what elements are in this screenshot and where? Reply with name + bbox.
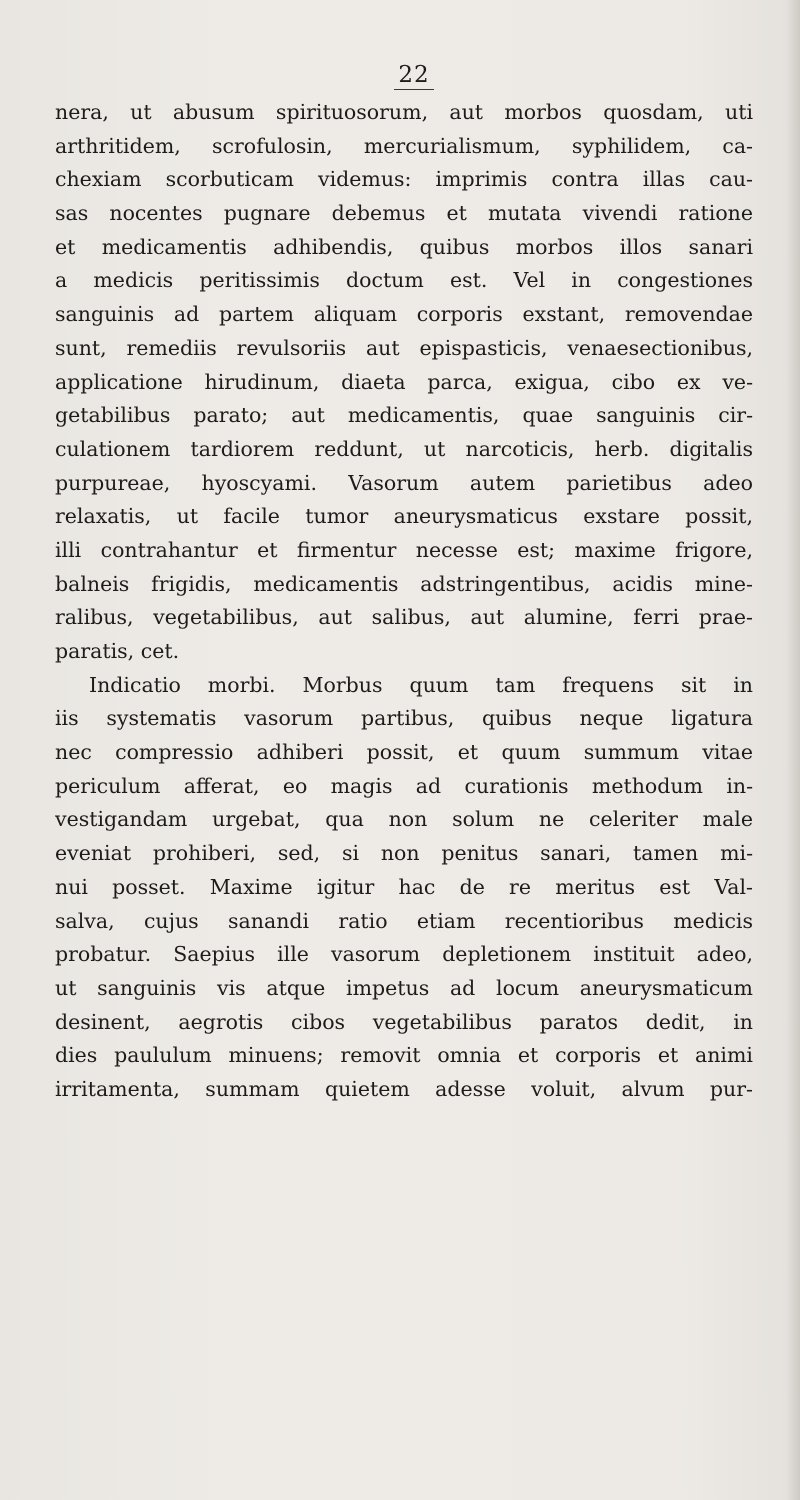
text-line: paratis, cet. bbox=[55, 639, 180, 663]
text-line: applicatione hirudinum, diaeta parca, exigua, cibo ex ve- bbox=[55, 369, 753, 394]
text-line: balneis frigidis, medicamentis adstringentibus, acidis mine- bbox=[55, 571, 753, 596]
text-line: vestigandam urgebat, qua non solum ne celeriter male bbox=[55, 807, 753, 832]
text-line: arthritidem, scrofulosin, mercurialismum, syphilidem, ca- bbox=[55, 133, 753, 158]
text-line: sanguinis ad partem aliquam corporis exstant, removendae bbox=[55, 302, 753, 327]
text-line: chexiam scorbuticam videmus: imprimis contra illas cau- bbox=[55, 167, 753, 192]
text-line: ut sanguinis vis atque impetus ad locum aneurysmaticum bbox=[55, 975, 753, 1000]
text-line: getabilibus parato; aut medicamentis, quae sanguinis cir- bbox=[55, 403, 753, 428]
page-number-value: 22 bbox=[394, 62, 433, 90]
text-line: desinent, aegrotis cibos vegetabilibus paratos dedit, in bbox=[55, 1009, 753, 1034]
text-line: sas nocentes pugnare debemus et mutata vivendi ratione bbox=[55, 201, 753, 226]
text-line: salva, cujus sanandi ratio etiam recentioribus medicis bbox=[55, 908, 753, 933]
text-line: eveniat prohiberi, sed, si non penitus sanari, tamen mi- bbox=[55, 841, 753, 866]
text-line: culationem tardiorem reddunt, ut narcoticis, herb. digitalis bbox=[55, 436, 753, 461]
text-line: periculum afferat, eo magis ad curationis methodum in- bbox=[55, 773, 753, 798]
body-text bbox=[55, 96, 753, 1107]
page-number bbox=[0, 62, 800, 90]
text-line: et medicamentis adhibendis, quibus morbos illos sanari bbox=[55, 234, 753, 259]
text-line-paragraph-start: Indicatio morbi. Morbus quum tam frequens sit in bbox=[89, 672, 753, 697]
text-line: dies paululum minuens; removit omnia et corporis et animi bbox=[55, 1043, 753, 1068]
page-edge-shadow bbox=[786, 0, 800, 1500]
text-line: probatur. Saepius ille vasorum depletionem instituit adeo, bbox=[55, 942, 753, 967]
text-line: illi contrahantur et firmentur necesse est; maxime frigore, bbox=[55, 537, 753, 562]
text-line: nec compressio adhiberi possit, et quum summum vitae bbox=[55, 740, 753, 765]
text-line: nui posset. Maxime igitur hac de re meritus est Val- bbox=[55, 874, 753, 899]
text-line: ralibus, vegetabilibus, aut salibus, aut alumine, ferri prae- bbox=[55, 605, 753, 630]
text-line: sunt, remediis revulsoriis aut epispasticis, venaesectionibus, bbox=[55, 335, 753, 360]
text-line: purpureae, hyoscyami. Vasorum autem parietibus adeo bbox=[55, 470, 753, 495]
text-line: a medicis peritissimis doctum est. Vel in congestiones bbox=[55, 268, 753, 293]
text-line: relaxatis, ut facile tumor aneurysmaticus exstare possit, bbox=[55, 504, 753, 529]
text-line: nera, ut abusum spirituosorum, aut morbos quosdam, uti bbox=[55, 100, 753, 124]
text-line: iis systematis vasorum partibus, quibus neque ligatura bbox=[55, 706, 753, 731]
text-line: irritamenta, summam quietem adesse voluit, alvum pur- bbox=[55, 1076, 753, 1101]
